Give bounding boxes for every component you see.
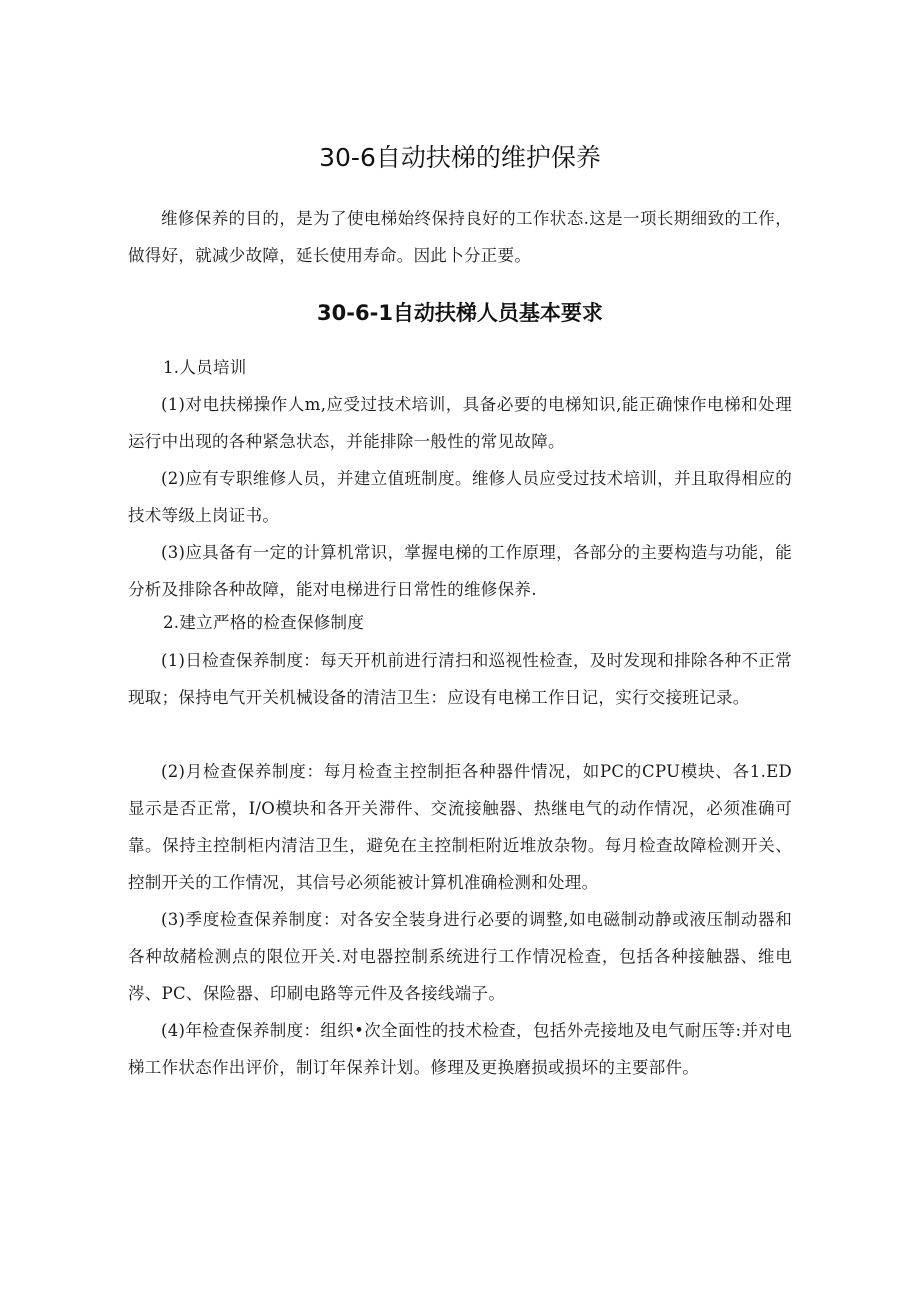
document-title: 30-6自动扶梯的维护保养 bbox=[319, 143, 601, 172]
part1-item-1: (1)对电扶梯操作人m,应受过技术培训，具备必要的电梯知识,能正确悚作电梯和处理运行中出现的各种紧急状态，并能排除一般性的常见故障。 bbox=[128, 395, 792, 451]
section-title: 30-6-1自动扶梯人员基本要求 bbox=[317, 301, 603, 325]
part2-heading: 2.建立严格的检查保修制度 bbox=[163, 613, 365, 632]
part1-item-3: (3)应具备有一定的计算机常识，掌握电梯的工作原理，各部分的主要构造与功能，能分析及排除各种故障，能对电梯进行日常性的维修保养. bbox=[128, 543, 792, 599]
part1-item-2: (2)应有专职维修人员，并建立值班制度。维修人员应受过技术培训，并且取得相应的技术等级上岗证书。 bbox=[128, 469, 792, 525]
part2-item-1: (1)日检查保养制度：每天开机前进行清扫和巡视性检查，及时发现和排除各种不正常现取；保持电气开关机械设备的清洁卫生：应设有电梯工作日记，实行交接班记录。 bbox=[128, 651, 792, 707]
part2-item-3: (3)季度检查保养制度：对各安全装身进行必要的调整,如电磁制动静或液压制动器和各种故赭检测点的限位开关.对电器控制系统进行工作情况检查，包括各种接触器、维电涔、PC、保险器、印刷电路等元件及各接线端子。 bbox=[128, 910, 792, 1003]
part2-item-2: (2)月检查保养制度：每月检查主控制拒各种器件情况，如PC的CPU模块、各1.ED显示是否正常，I/O模块和各开关滞件、交流接触器、热继电气的动作情况，必须准确可靠。保持主控制柜内清洁卫生，避免在主控制柜附近堆放杂物。每月检查故障检测开关、控制开关的工作情况，其信号必须能被计算机准确检测和处理。 bbox=[128, 762, 792, 892]
intro-paragraph: 维修保养的目的，是为了使电梯始终保持良好的工作状态.这是一项长期细致的工作，做得好，就减少故障，延长使用寿命。因此卜分正要。 bbox=[128, 209, 792, 265]
part1-heading: 1.人员培训 bbox=[163, 358, 247, 377]
part2-item-4: (4)年检查保养制度：组织•次全面性的技术检查，包括外壳接地及电气耐压等:并对电梯工作状态作出评价，制订年保养计划。修理及更换磨损或损坏的主要部件。 bbox=[128, 1021, 792, 1077]
